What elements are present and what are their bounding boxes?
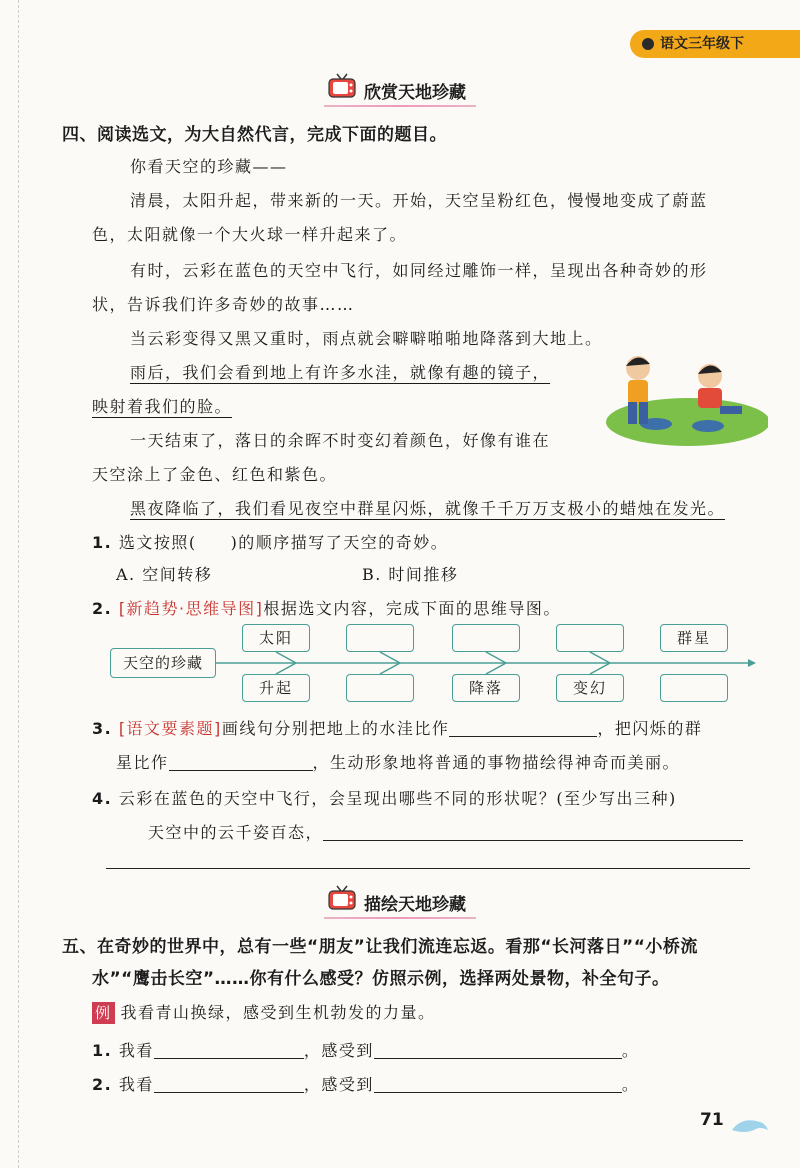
section5-title (0, 890, 800, 919)
question4-1 (92, 530, 448, 553)
q4-text: 云彩在蓝色的天空中飞行，会呈现出哪些不同的形状呢？(至少写出三种) (118, 789, 677, 808)
passage-p1-line2: 色，太阳就像一个大火球一样升起来了。 (92, 225, 408, 244)
q5-item2-text-b: ，感受到 (303, 1075, 374, 1094)
passage-p2-line1: 有时，云彩在蓝色的天空中飞行，如同经过雕饰一样，呈现出各种奇妙的形 (130, 261, 708, 280)
mindmap-top-1: 太阳 (242, 624, 310, 652)
q3-tag: [语文要素题] (118, 719, 222, 738)
q5-item1-blank-1[interactable] (154, 1040, 304, 1059)
q3-number: 3. (92, 719, 113, 738)
q5-item1-text-a: 我看 (118, 1041, 154, 1060)
q1-option-b[interactable]: B. 时间推移 (362, 565, 459, 584)
section4-title-text: 欣赏天地珍藏 (364, 83, 466, 103)
passage-p3: 当云彩变得又黑又重时，雨点就会噼噼啪啪地降落到大地上。 (130, 329, 603, 348)
mindmap-bottom-4: 变幻 (556, 674, 624, 702)
section4-title (0, 78, 800, 107)
q3-blank-1[interactable] (449, 718, 597, 737)
q5-item1-text-c: 。 (621, 1041, 640, 1060)
question5-heading-line1: 五、在奇妙的世界中，总有一些“朋友”让我们流连忘返。看那“长河落日”“小桥流 (62, 937, 698, 957)
q1-text-a: 选文按照( (118, 533, 197, 552)
q5-item2-text-c: 。 (621, 1075, 640, 1094)
mindmap-root: 天空的珍藏 (110, 648, 216, 678)
passage-p1-line1: 清晨，太阳升起，带来新的一天。开始，天空呈粉红色，慢慢地变成了蔚蓝 (130, 191, 708, 210)
example-text: 我看青山换绿，感受到生机勃发的力量。 (120, 1003, 436, 1022)
underlined-sentence-2: 黑夜降临了，我们看见夜空中群星闪烁，就像千千万万支极小的蜡烛在发光。 (130, 499, 726, 518)
underlined-sentence-1-line1: 雨后，我们会看到地上有许多水洼，就像有趣的镜子， (130, 363, 551, 382)
question5-item-2 (92, 1072, 639, 1095)
q2-text: 根据选文内容，完成下面的思维导图。 (263, 599, 561, 618)
q5-item2-blank-1[interactable] (154, 1074, 304, 1093)
q5-item1-text-b: ，感受到 (303, 1041, 374, 1060)
q5-item2-blank-2[interactable] (374, 1074, 622, 1093)
question4-2 (92, 596, 561, 619)
q1-option-a[interactable]: A. 空间转移 (116, 565, 213, 584)
q5-item1-number: 1. (92, 1041, 113, 1060)
dolphin-icon (730, 1114, 770, 1136)
passage-intro: 你看天空的珍藏—— (130, 157, 288, 176)
section5-title-text: 描绘天地珍藏 (364, 895, 466, 915)
mindmap-bottom-5[interactable] (660, 674, 728, 702)
mindmap-bottom-3: 降落 (452, 674, 520, 702)
question4-3 (92, 716, 702, 739)
q5-item1-blank-2[interactable] (374, 1040, 622, 1059)
grade-tab: 语文三年级下 (630, 30, 800, 58)
q4-blank-2[interactable] (106, 868, 750, 869)
binding-margin (18, 0, 19, 1168)
tv-icon (326, 72, 358, 100)
mindmap-top-5: 群星 (660, 624, 728, 652)
question4-heading: 四、阅读选文，为大自然代言，完成下面的题目。 (62, 125, 447, 145)
q3-blank-2[interactable] (169, 752, 313, 771)
tv-icon (326, 884, 358, 912)
q3-text-c: 星比作 (116, 753, 169, 772)
mindmap-bottom-1: 升起 (242, 674, 310, 702)
example-badge: 例 (92, 1002, 115, 1024)
q3-text-a: 画线句分别把地上的水洼比作 (221, 719, 450, 738)
mindmap-top-2[interactable] (346, 624, 414, 652)
question5-heading-line2: 水”“鹰击长空”……你有什么感受？仿照示例，选择两处景物，补全句子。 (92, 969, 670, 989)
passage-p5-line1: 一天结束了，落日的余晖不时变幻着颜色，好像有谁在 (130, 431, 551, 450)
q2-number: 2. (92, 599, 113, 618)
q4-blank-1[interactable] (323, 822, 743, 841)
mindmap-bottom-2[interactable] (346, 674, 414, 702)
question4-3-line2 (116, 750, 680, 773)
q1-number: 1. (92, 533, 113, 552)
kids-puddle-illustration (598, 350, 768, 450)
q4-answer-line (148, 820, 743, 843)
q1-text-b: )的顺序描写了天空的奇妙。 (230, 533, 449, 552)
q2-tag: [新趋势·思维导图] (118, 599, 264, 618)
question5-example (92, 1000, 436, 1024)
q3-text-b: ，把闪烁的群 (597, 719, 703, 738)
q5-item2-number: 2. (92, 1075, 113, 1094)
passage-p5-line2: 天空涂上了金色、红色和紫色。 (92, 465, 338, 484)
q4-lead: 天空中的云千姿百态， (148, 823, 324, 842)
underlined-sentence-1-line2: 映射着我们的脸。 (92, 397, 233, 416)
mindmap-top-4[interactable] (556, 624, 624, 652)
page-number: 71 (700, 1110, 724, 1130)
q5-item2-text-a: 我看 (118, 1075, 154, 1094)
mindmap-top-3[interactable] (452, 624, 520, 652)
question4-4 (92, 786, 677, 809)
q3-text-d: ，生动形象地将普通的事物描绘得神奇而美丽。 (312, 753, 681, 772)
question5-item-1 (92, 1038, 639, 1061)
passage-p2-line2: 状，告诉我们许多奇妙的故事…… (92, 295, 355, 314)
q4-number: 4. (92, 789, 113, 808)
